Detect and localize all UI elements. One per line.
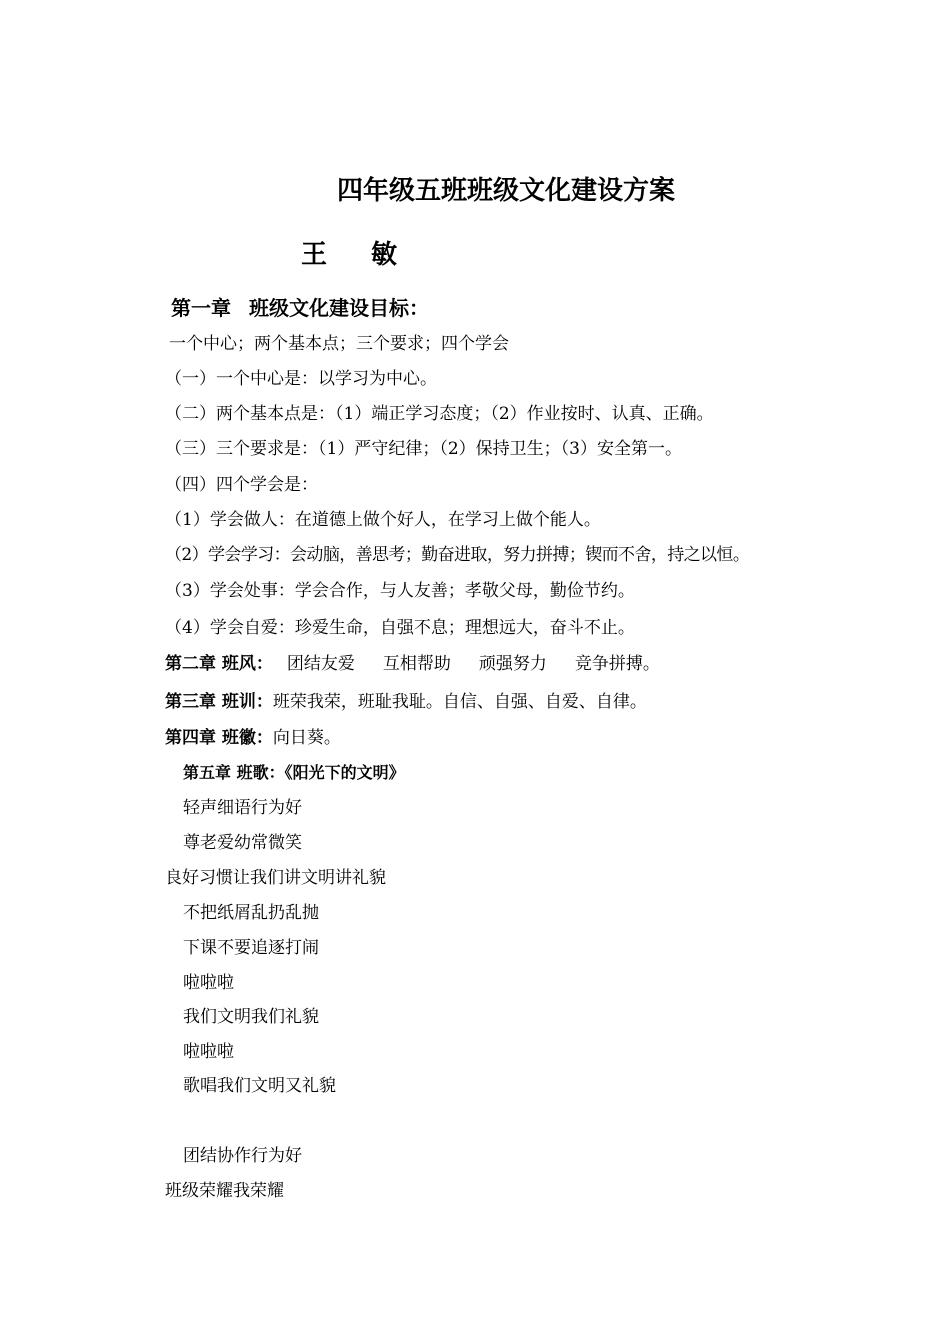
song-line: 良好习惯让我们讲文明讲礼貌 [165,868,386,888]
author-name [301,234,397,271]
goal-line: （四）四个学会是： [165,475,318,495]
goal-line: （一）一个中心是：以学习为中心。 [165,369,437,389]
chapter3-label: 第三章 班训： [165,692,273,712]
song-line: 团结协作行为好 [183,1146,302,1166]
song-line: 班级荣耀我荣耀 [165,1181,284,1201]
chapter4-text: 向日葵。 [272,728,341,748]
song-line: 轻声细语行为好 [183,798,302,818]
class-motto-item: 竞争拼搏。 [574,654,660,674]
author-second-char: 敏 [371,240,398,270]
song-line: 啦啦啦 [183,1042,234,1062]
chapter1-heading [171,292,429,321]
song-line: 尊老爱幼常微笑 [183,833,302,853]
song-line: 我们文明我们礼貌 [183,1007,319,1027]
chapter3-text: 班荣我荣，班耻我耻。自信、自强、自爱、自律。 [272,692,647,712]
chapter1-label: 第一章 [171,296,231,320]
class-motto-item: 互相帮助 [382,654,451,674]
goal-line: （三）三个要求是：（1）严守纪律；（2）保持卫生；（3）安全第一。 [165,439,682,459]
class-motto-item: 团结友爱 [286,654,355,674]
chapter2-label: 第二章 班风： [165,654,273,674]
song-line: 不把纸屑乱扔乱抛 [183,903,319,923]
chapter4-label: 第四章 班徽： [165,728,273,748]
chapter1-title: 班级文化建设目标： [249,296,429,320]
goal-line: （3）学会处事：学会合作，与人友善；孝敬父母，勤俭节约。 [165,581,635,601]
song-line: 下课不要追逐打闹 [183,938,319,958]
chapter3-line [165,691,647,713]
chapter4-line [165,727,341,749]
chapter5-heading: 第五章 班歌：《阳光下的文明》 [183,763,405,782]
goal-line: （1）学会做人：在道德上做个好人，在学习上做个能人。 [165,510,601,530]
goal-line: （4）学会自爱：珍爱生命，自强不息；理想远大，奋斗不止。 [165,618,635,638]
document-title: 四年级五班班级文化建设方案 [337,176,676,206]
song-line: 歌唱我们文明又礼貌 [183,1076,336,1096]
goal-line: （2）学会学习：会动脑，善思考；勤奋进取，努力拼搏；锲而不舍，持之以恒。 [165,545,750,565]
class-motto-item: 顽强努力 [478,654,547,674]
song-line: 啦啦啦 [183,973,234,993]
author-first-char: 王 [301,240,328,270]
goal-line: （二）两个基本点是：（1）端正学习态度；（2）作业按时、认真、正确。 [165,404,714,424]
goal-line: 一个中心；两个基本点；三个要求；四个学会 [169,334,509,354]
chapter2-line [165,653,660,675]
